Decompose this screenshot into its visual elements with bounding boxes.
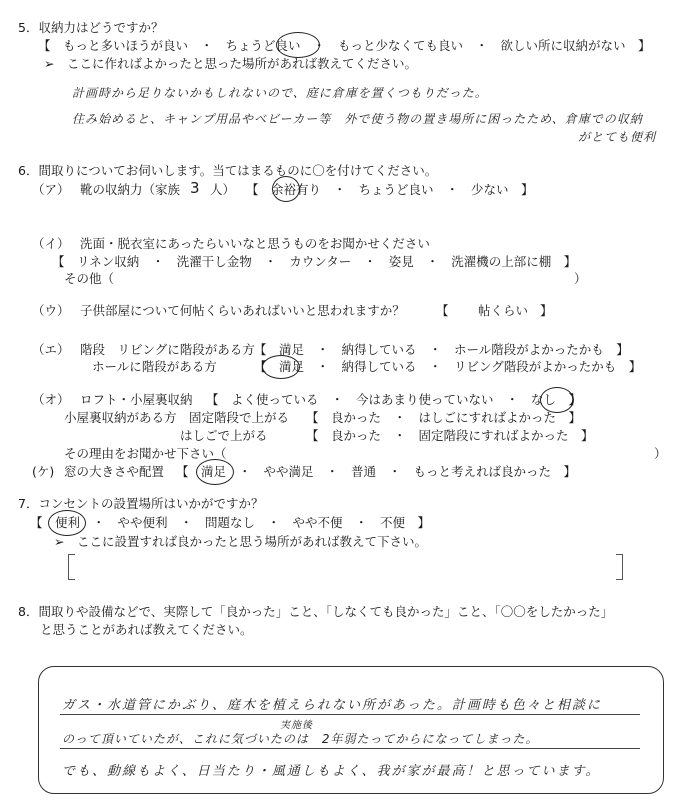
q6-i-text: 洗面・脱衣室にあったらいいなと思うものをお聞かせください [80, 236, 430, 251]
q6-o-options3: 【 良かった ・ 固定階段にすればよかった 】 [306, 428, 594, 443]
q6-i-other: その他（ [64, 271, 115, 286]
q6-o-label: （オ） [32, 392, 70, 407]
q7-title: 7．コンセントの設置場所はいかがですか？ [18, 496, 264, 511]
q5-title: 5．収納力はどうですか？ [18, 20, 164, 35]
q6-o-options2: 【 良かった ・ はしごにすればよかった 】 [306, 410, 582, 425]
q6-o-reason-close: ） [654, 446, 667, 461]
q6-a-family-count: 3 [190, 179, 200, 197]
q6-o-options1: 【 よく使っている ・ 今はあまり使っていない ・ なし 】 [206, 392, 582, 407]
q6-i-other-close: ） [574, 271, 587, 286]
q6-o-text3: はしごで上がる [180, 428, 268, 443]
q6-u-text: 子供部屋について何帖くらいあればいいと思われますか？ [80, 303, 405, 318]
q6-a-selected-circle [272, 176, 300, 202]
q6-i-options: 【 リネン収納 ・ 洗濯干し金物 ・ カウンター ・ 姿見 ・ 洗濯機の上部に棚 】 [52, 254, 577, 269]
q7-answer-bracket-right [616, 554, 623, 580]
q7-prompt: ➢ ここに設置すれば良かったと思う場所があれば教えて下さい。 [54, 534, 427, 549]
q8-title-line1: 8．間取りや設備などで、実際して「良かった」こと、「しなくても良かった」こと、「〇〇をしたかった」 [18, 604, 614, 619]
q6-a-unit: 人） [210, 182, 236, 197]
q5-options: 【 もっと多いほうが良い ・ ちょうど良い ・ もっと少なくても良い ・ 欲しい所に収納がない 】 [38, 38, 651, 53]
q6-e-options2: 【 満足 ・ 納得している ・ リビング階段がよかったかも 】 [254, 359, 642, 374]
q6-e-text1: 階段 リビングに階段がある方 [80, 342, 255, 357]
q8-answer-rule2 [60, 748, 640, 749]
q7-answer-bracket-left [68, 554, 75, 580]
q5-selected-circle [276, 32, 320, 58]
q6-o-text2: 小屋裏収納がある方 固定階段で上がる [64, 410, 290, 425]
q8-answer-line3: でも、動線もよく、日当たり・風通しもよく、我が家が最高！と思っています。 [62, 764, 601, 779]
q6-u-open: 【 [436, 303, 449, 318]
q6-ke-selected-circle [196, 459, 234, 485]
q6-a-options: 【 余裕有り ・ ちょうど良い ・ 少ない 】 [246, 182, 534, 197]
q5-answer-line1: 計画時から足りないかもしれないので、庭に倉庫を置くつもりだった。 [72, 86, 488, 100]
q6-e-options1: 【 満足 ・ 納得している ・ ホール階段がよかったかも 】 [254, 342, 629, 357]
q8-answer-insert: 実施後 [280, 720, 313, 731]
q8-answer-line2: のって頂いていたが、これに気づいたのは 2年弱たってからになってしまった。 [62, 732, 539, 746]
q6-u-label: （ウ） [32, 303, 70, 318]
q6-a-label: （ア） [32, 182, 70, 197]
q6-i-label: （イ） [32, 236, 70, 251]
q8-title-line2: と思うことがあれば教えてください。 [40, 622, 253, 637]
q6-u-close: 】 [540, 303, 553, 318]
q6-e-text2: ホールに階段がある方 [92, 359, 217, 374]
q6-title: 6．間取りについてお伺いします。当てはまるものに〇を付けてください。 [18, 163, 438, 178]
q6-o-text1: ロフト・小屋裏収納 [80, 392, 193, 407]
q8-answer-line1: ガス・水道管にかぶり、庭木を植えられない所があった。計画時も色々と相談に [62, 698, 602, 713]
q6-e-selected-circle [262, 355, 300, 379]
q6-ke-label: (ケ) [32, 464, 55, 479]
q6-o-reason: その理由をお聞かせ下さい（ [64, 446, 227, 461]
q7-options: 【 便利 ・ やや便利 ・ 問題なし ・ やや不便 ・ 不便 】 [30, 515, 431, 530]
q6-u-unit: 帖くらい [478, 303, 529, 318]
q5-answer-line2: 住み始めると、キャンプ用品やベビーカー等 外で使う物の置き場所に困ったため、倉庫での収納 [72, 112, 643, 126]
q6-ke-options: 【 満足 ・ やや満足 ・ 普通 ・ もっと考えれば良かった 】 [176, 464, 577, 479]
q6-a-text: 靴の収納力（家族 [80, 182, 181, 197]
q5-prompt: ➢ ここに作ればよかったと思った場所があれば教えてください。 [44, 56, 417, 71]
q6-e-label: （エ） [32, 342, 70, 357]
q6-ke-text: 窓の大きさや配置 [64, 464, 165, 479]
q5-answer-line3: がとても便利 [578, 130, 657, 144]
q8-answer-rule1 [60, 714, 640, 715]
q7-selected-circle [48, 510, 86, 536]
